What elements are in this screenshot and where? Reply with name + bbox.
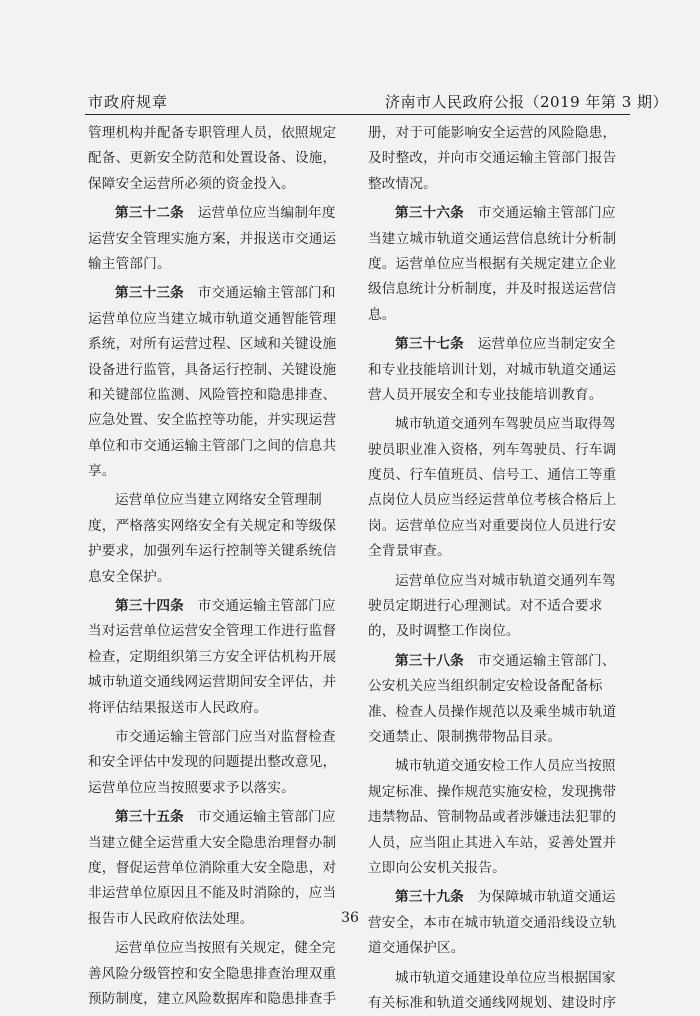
text-line [88,488,350,513]
line-text: 营人员开展安全和专业技能培训教育。 [368,386,603,403]
line-text: 运营单位应当制定安全 [463,336,616,353]
line-text: 系统，对所有运营过程、区域和关键设施 [88,336,337,353]
text-line [368,438,632,463]
line-text: 运营单位应当建立城市轨道交通智能管理 [88,310,337,327]
line-text: 市交通运输主管部门应当对监督检查 [115,728,336,745]
line-text: 级信息统计分析制度，并及时报送运营信 [368,281,617,298]
header-rule [85,114,630,115]
text-line [88,201,350,226]
text-line [88,459,350,484]
line-text: 运营单位应当按照有关规定，健全完 [115,940,336,957]
line-text: 人员，应当阻止其进入车站，妥善处置并 [368,834,617,851]
text-line [368,488,632,513]
text-line [368,594,632,619]
text-line [368,252,632,277]
line-text: 将评估结果报送市人民政府。 [88,699,268,716]
line-text: 当建立健全运营重大安全隐患治理督办制 [88,834,337,851]
line-text: 应急处置、安全监控等功能，并实现运营 [88,412,337,429]
line-text: 度员、行车值班员、信号工、通信工等重 [368,467,617,484]
line-text: 全背景审查。 [368,543,451,560]
text-line [368,172,632,197]
line-text: 度。运营单位应当根据有关规定建立企业 [368,255,617,272]
line-text: 驶员定期进行心理测试。对不适合要求 [368,598,603,615]
text-line [88,408,350,433]
text-line [88,696,350,721]
header-section-title: 市政府规章 [88,93,169,111]
text-line [88,670,350,695]
line-text: 预防制度，建立风险数据库和隐患排查手 [88,990,337,1007]
line-text: 设备进行监管，具备运行控制、关键设施 [88,361,337,378]
text-line [88,358,350,383]
line-text: 交通禁止、限制携带物品目录。 [368,728,562,745]
text-line [88,434,350,459]
line-text: 和安全评估中发现的问题提出整改意见， [88,754,337,771]
text-line [368,539,632,564]
line-text: 护要求，加强列车运行控制等关键系统信 [88,543,337,560]
text-line [88,805,350,830]
text-line [88,307,350,332]
line-text: 册，对于可能影响安全运营的风险隐患， [368,125,617,141]
line-text: 城市轨道交通列车驾驶员应当取得驾 [395,416,616,433]
text-line [88,962,350,987]
line-text: 规定标准、操作规范实施安检，发现携带 [368,783,617,800]
line-text: 配备、更新安全防范和处置设备、设施， [88,150,337,167]
line-text: 当建立城市轨道交通运营信息统计分析制 [368,230,617,247]
text-line [368,121,632,146]
text-line [368,358,632,383]
article-number: 第三十二条 [115,205,184,222]
text-line [88,227,350,252]
text-line [368,966,632,991]
text-line [368,700,632,725]
text-line [368,831,632,856]
text-line [368,277,632,302]
line-text: 为保障城市轨道交通运 [463,889,616,906]
text-line [368,227,632,252]
article-number: 第三十九条 [395,889,464,906]
text-line [368,201,632,226]
line-text: 驶员职业准入资格，列车驾驶员、行车调 [368,441,617,458]
line-text: 享。 [88,463,116,480]
line-text: 管理机构并配备专职管理人员，依照规定 [88,125,337,141]
text-line [88,594,350,619]
text-line [368,780,632,805]
text-line [368,383,632,408]
line-text: 度，严格落实网络安全有关规定和等级保 [88,517,337,534]
text-line [88,172,350,197]
line-text: 市交通运输主管部门、 [463,652,616,669]
text-line [368,856,632,881]
text-line [88,252,350,277]
text-line [88,881,350,906]
article-number: 第三十八条 [395,652,464,669]
text-line [368,514,632,539]
line-text: 运营单位应当按照要求予以落实。 [88,779,295,796]
text-line [88,514,350,539]
text-line [88,146,350,171]
line-text: 息安全保护。 [88,568,171,585]
line-text: 点岗位人员应当经运营单位考核合格后上 [368,492,617,509]
right-text-column [368,121,632,1016]
text-line [88,750,350,775]
line-text: 非运营单位原因且不能及时消除的，应当 [88,885,337,902]
line-text: 保障安全运营所必须的资金投入。 [88,175,295,192]
text-line [368,936,632,961]
text-line [88,539,350,564]
left-text-column [88,121,350,1012]
line-text: 市交通运输主管部门应 [463,205,616,222]
text-line [368,754,632,779]
text-line [368,332,632,357]
line-text: 的，及时调整工作岗位。 [368,623,520,640]
text-line [368,303,632,328]
line-text: 道交通保护区。 [368,940,465,957]
line-text: 运营安全管理实施方案，并报送市交通运 [88,230,337,247]
text-line [88,831,350,856]
text-line [368,412,632,437]
line-text: 息。 [368,306,396,323]
text-line [368,674,632,699]
text-line [368,619,632,644]
text-line [88,936,350,961]
text-line [88,725,350,750]
line-text: 岗。运营单位应当对重要岗位人员进行安 [368,517,617,534]
article-number: 第三十七条 [395,336,464,353]
line-text: 准、检查人员操作规范以及乘坐城市轨道 [368,703,617,720]
line-text: 公安机关应当组织制定安检设备配备标 [368,678,603,695]
text-line [88,565,350,590]
text-line [368,649,632,674]
line-text: 运营单位应当建立网络安全管理制 [115,492,322,509]
line-text: 和关键部位监测、风险管控和隐患排查、 [88,386,337,403]
text-line [368,146,632,171]
article-number: 第三十四条 [115,598,184,615]
line-text: 市交通运输主管部门应 [183,809,336,826]
text-line [88,987,350,1012]
text-line [368,569,632,594]
line-text: 和专业技能培训计划，对城市轨道交通运 [368,361,617,378]
page-number: 36 [341,910,359,926]
text-line [88,281,350,306]
line-text: 有关标准和轨道交通线网规划、建设时序 [368,994,617,1011]
line-text: 度，督促运营单位消除重大安全隐患，对 [88,859,337,876]
line-text: 报告市人民政府依法处理。 [88,910,254,927]
text-line [368,991,632,1016]
article-number: 第三十五条 [115,809,184,826]
line-text: 立即向公安机关报告。 [368,859,506,876]
text-line [368,805,632,830]
line-text: 检查，定期组织第三方安全评估机构开展 [88,648,337,665]
text-line [88,383,350,408]
text-line [368,463,632,488]
header-publication-title: 济南市人民政府公报（2019 年第 3 期） [385,93,669,111]
line-text: 市交通运输主管部门和 [183,285,336,302]
line-text: 城市轨道交通线网运营期间安全评估，并 [88,674,337,691]
text-line [368,885,632,910]
text-line [88,619,350,644]
article-number: 第三十六条 [395,205,464,222]
text-line [88,645,350,670]
line-text: 整改情况。 [368,175,437,192]
line-text: 及时整改，并向市交通运输主管部门报告 [368,150,617,167]
text-line [88,121,350,146]
line-text: 城市轨道交通安检工作人员应当按照 [395,758,616,775]
text-line [88,856,350,881]
line-text: 输主管部门。 [88,255,171,272]
article-number: 第三十三条 [115,285,184,302]
line-text: 运营单位应当编制年度 [183,205,336,222]
line-text: 运营单位应当对城市轨道交通列车驾 [395,572,616,589]
text-line [88,776,350,801]
line-text: 城市轨道交通建设单位应当根据国家 [395,969,616,986]
line-text: 市交通运输主管部门应 [183,598,336,615]
line-text: 当对运营单位运营安全管理工作进行监督 [88,623,337,640]
line-text: 单位和市交通运输主管部门之间的信息共 [88,437,337,454]
text-line [88,332,350,357]
line-text: 善风险分级管控和安全隐患排查治理双重 [88,965,337,982]
line-text: 营安全，本市在城市轨道交通沿线设立轨 [368,914,617,931]
text-line [368,725,632,750]
line-text: 违禁物品、管制物品或者涉嫌违法犯罪的 [368,809,617,826]
